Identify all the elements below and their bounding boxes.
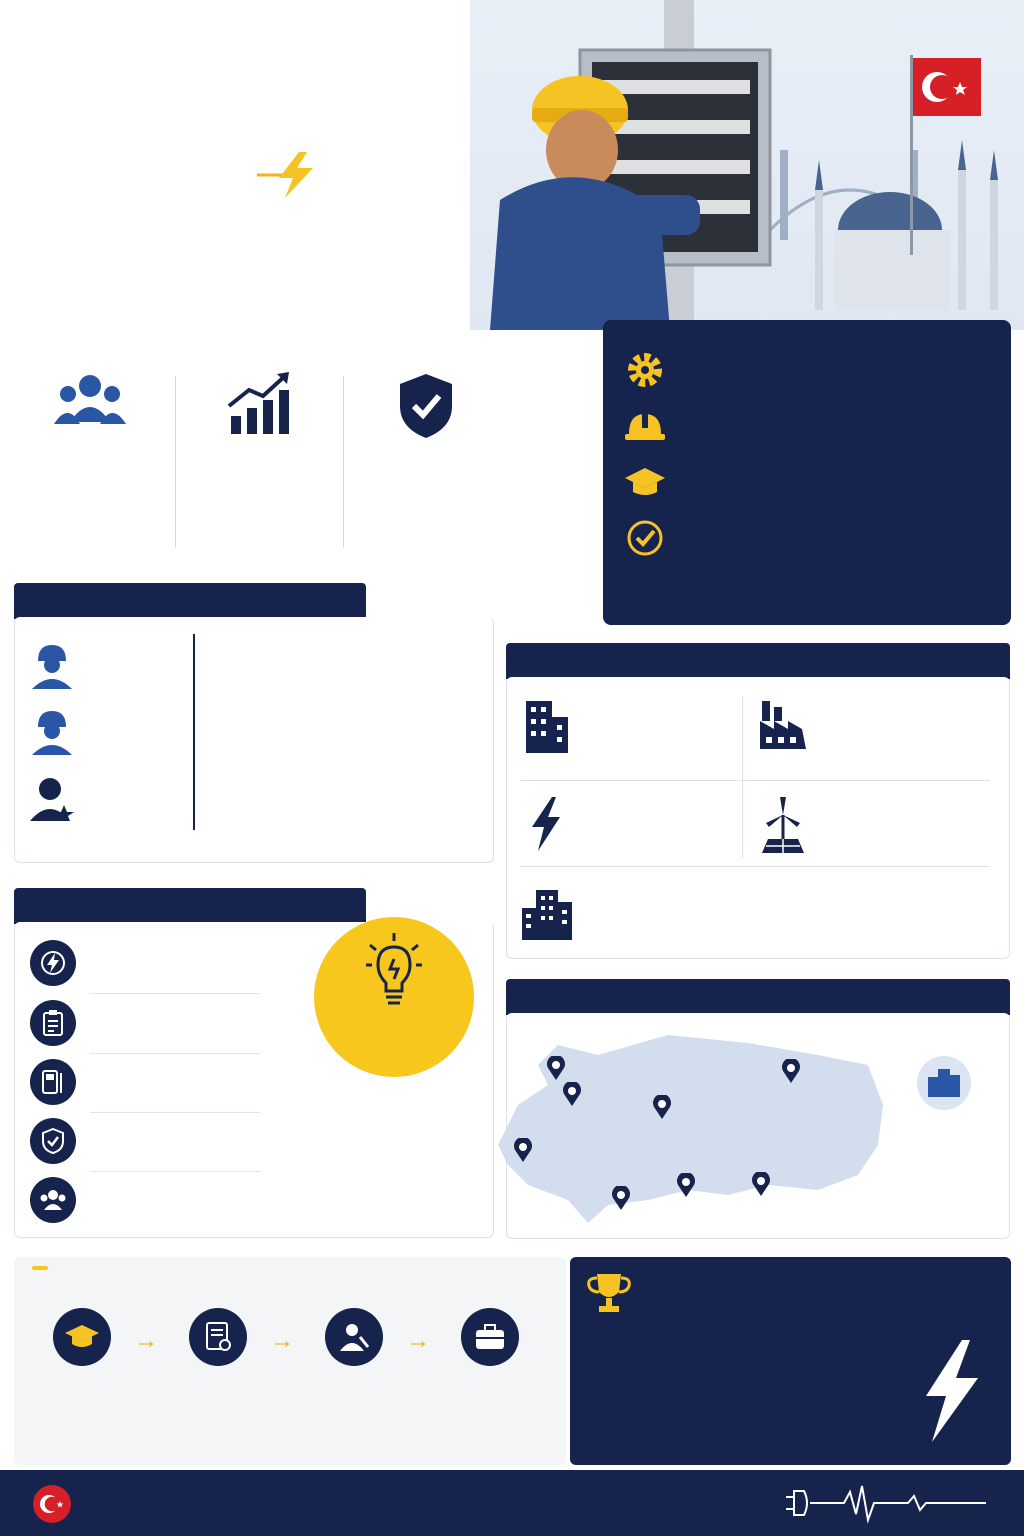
why-item (625, 518, 989, 558)
how-to-title (32, 1266, 48, 1270)
map-pin-icon (513, 1138, 533, 1162)
sectors-header (506, 643, 1010, 679)
divider (90, 993, 260, 994)
lightning-icon (520, 795, 572, 853)
briefcase-icon (461, 1308, 519, 1366)
step-1 (14, 1308, 150, 1378)
map-pin-icon (751, 1172, 771, 1196)
people-group-icon (54, 372, 126, 432)
skyline-illustration (470, 0, 1024, 330)
multimeter-icon (30, 1059, 76, 1105)
divider (343, 376, 344, 548)
wind-solar-icon (756, 795, 808, 855)
sector-manufacturing (756, 697, 996, 753)
feature-high-demand (10, 372, 170, 451)
sector-facility (520, 886, 960, 942)
hard-hat-icon (625, 406, 665, 446)
building-icon (520, 697, 572, 755)
map-pin-icon (652, 1095, 672, 1119)
divider (520, 780, 990, 781)
clipboard-icon (30, 1000, 76, 1046)
feature-skilled-valued (346, 372, 506, 457)
bolt-icon (30, 940, 76, 986)
why-item (625, 406, 989, 446)
sector-construction (520, 697, 740, 755)
lightbulb-icon (366, 933, 422, 1013)
trophy-icon (585, 1270, 633, 1318)
skill-item (30, 1118, 90, 1164)
salary-row-mid (30, 709, 89, 755)
lightning-icon (255, 150, 321, 200)
hero-illustration (470, 0, 1024, 330)
map-pin-icon (676, 1173, 696, 1197)
arrow-right-icon: → (134, 1327, 158, 1354)
graduation-cap-icon (53, 1308, 111, 1366)
shield-check-icon (396, 372, 456, 438)
factory-icon (756, 697, 808, 753)
map-pin-icon (546, 1056, 566, 1080)
worker-icon (30, 643, 74, 689)
step-2 (150, 1308, 286, 1378)
growth-chart-icon (225, 372, 291, 438)
step-3 (286, 1308, 422, 1378)
expert-icon (30, 775, 74, 821)
divider (90, 1112, 260, 1113)
skills-header (14, 888, 366, 924)
arrow-right-icon: → (406, 1327, 430, 1354)
sector-energy (520, 795, 740, 853)
feature-stable-career (178, 372, 338, 457)
chart-axis (193, 634, 195, 830)
divider (520, 866, 990, 867)
divider (90, 1053, 260, 1054)
divider (90, 1171, 260, 1172)
arrow-right-icon: → (270, 1327, 294, 1354)
skill-item (30, 1059, 90, 1105)
office-icon (520, 886, 572, 942)
divider (175, 376, 176, 548)
city-buildings-icon (916, 1055, 972, 1111)
why-choose-box (603, 320, 1011, 625)
lightning-bolt-icon (918, 1338, 982, 1444)
map-pin-icon (611, 1186, 631, 1210)
plug-pulse-icon (786, 1482, 996, 1524)
map-pin-icon (781, 1059, 801, 1083)
skill-item (30, 1000, 90, 1046)
team-icon (30, 1177, 76, 1223)
divider (742, 696, 743, 858)
salary-header (14, 583, 366, 619)
shield-check-icon (30, 1118, 76, 1164)
skill-item (30, 1177, 90, 1223)
step-4 (422, 1308, 558, 1378)
map-header (506, 979, 1010, 1015)
worker-icon (30, 709, 74, 755)
skill-item (30, 940, 90, 986)
sector-renewable (756, 795, 996, 855)
certificate-icon (189, 1308, 247, 1366)
why-item (625, 350, 989, 390)
turkish-flag-icon (32, 1484, 72, 1524)
salary-row-experienced (30, 775, 89, 821)
skill-badge (314, 917, 474, 1077)
worker-icon (325, 1308, 383, 1366)
gear-icon (625, 350, 665, 390)
check-circle-icon (625, 518, 665, 558)
why-item (625, 462, 989, 502)
map-pin-icon (562, 1082, 582, 1106)
salary-row-entry (30, 643, 89, 689)
graduation-cap-icon (625, 462, 665, 502)
